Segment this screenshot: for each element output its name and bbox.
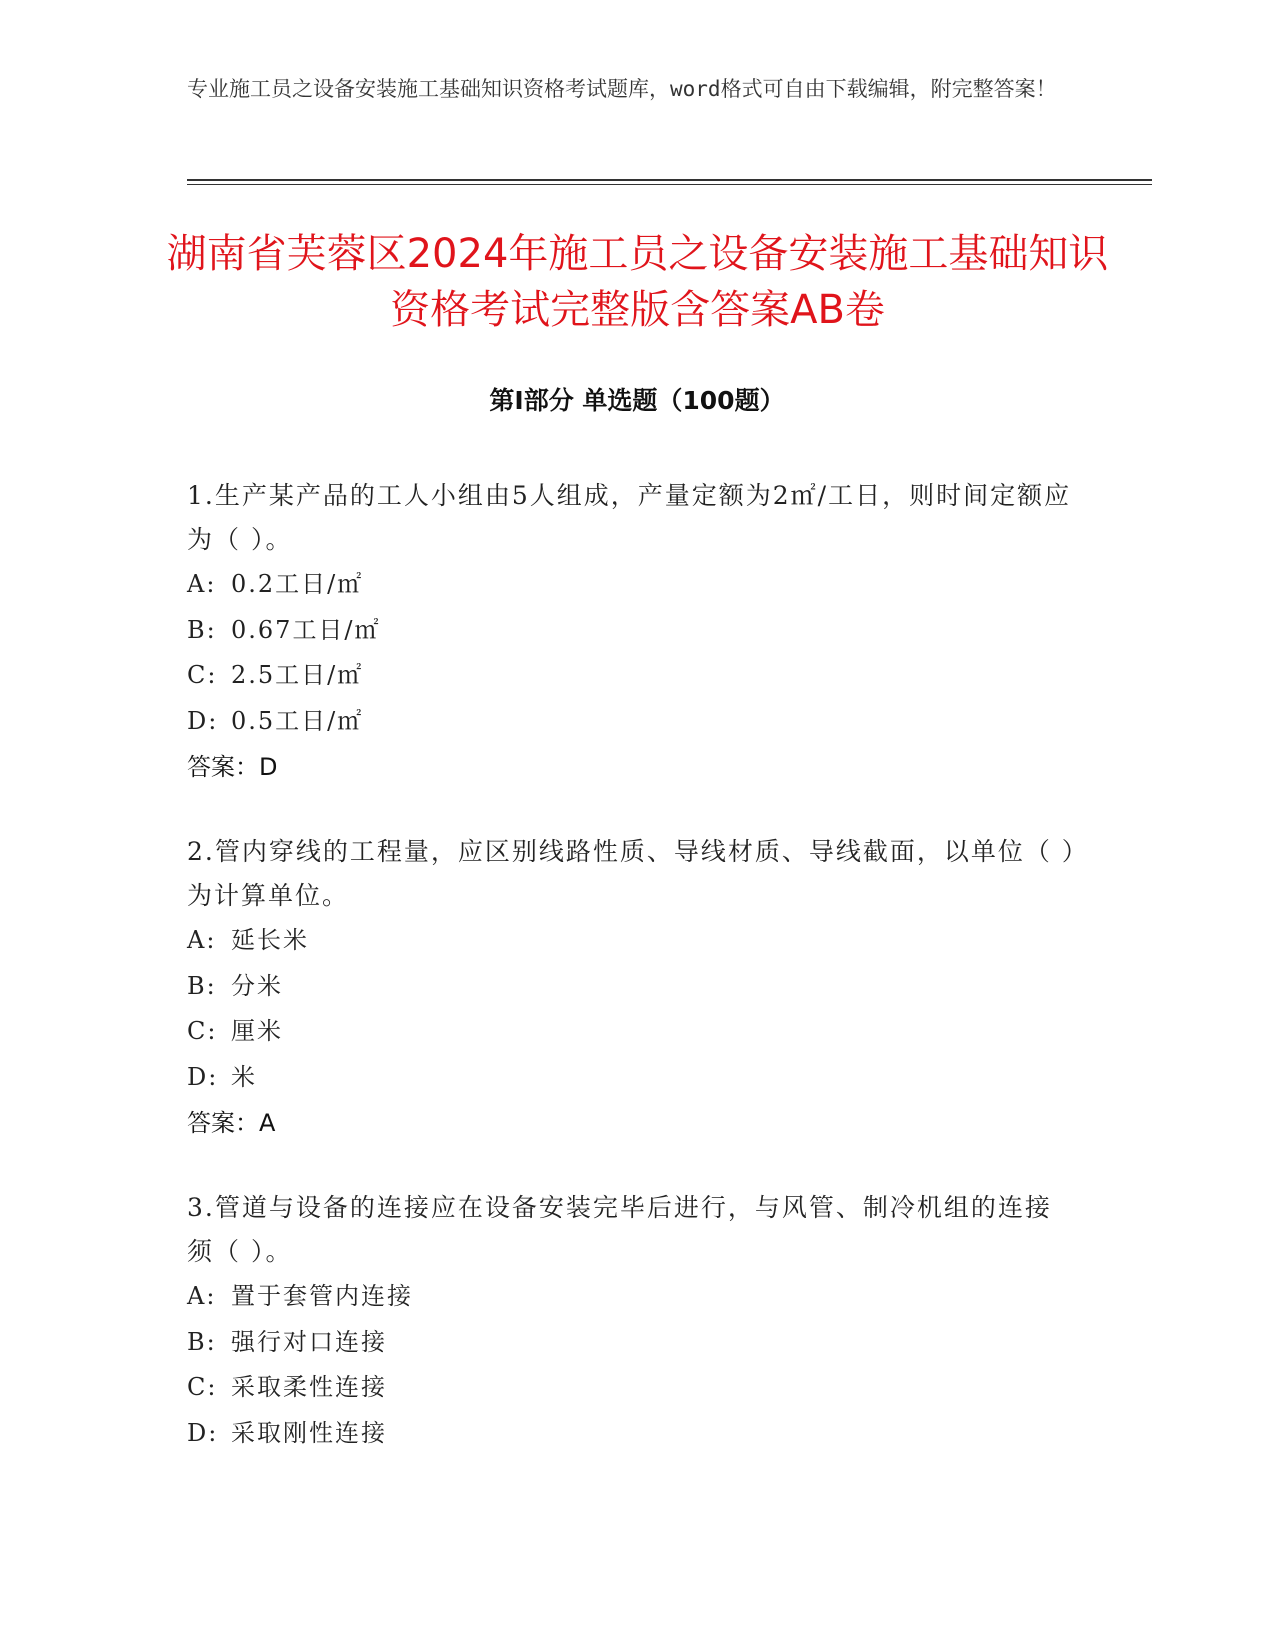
answer: 答案：A bbox=[187, 1109, 276, 1137]
header-divider-thick bbox=[187, 179, 1152, 181]
option-letter: C: bbox=[187, 661, 218, 689]
option-text: 米 bbox=[231, 1062, 257, 1091]
option-b bbox=[187, 608, 1077, 654]
option-a bbox=[187, 562, 1077, 608]
option-b bbox=[187, 1320, 1077, 1366]
option-letter: C: bbox=[187, 1373, 218, 1401]
option-d bbox=[187, 1411, 1077, 1457]
option-letter: A: bbox=[187, 926, 217, 954]
option-text: 延长米 bbox=[231, 926, 309, 954]
header-divider-thin bbox=[187, 184, 1152, 185]
question-stem: 1.生产某产品的工人小组由5人组成，产量定额为2㎡/工日，则时间定额应为（ ）。 bbox=[187, 481, 1072, 554]
option-letter: D: bbox=[187, 1418, 219, 1447]
option-text: 0.67工日/㎡ bbox=[231, 615, 381, 644]
option-letter: B: bbox=[187, 1327, 217, 1356]
option-c bbox=[187, 653, 1077, 699]
option-text: 强行对口连接 bbox=[231, 1327, 387, 1356]
answer: 答案：D bbox=[187, 753, 278, 781]
option-text: 采取刚性连接 bbox=[231, 1418, 387, 1447]
question-stem: 2.管内穿线的工程量，应区别线路性质、导线材质、导线截面，以单位（ ）为计算单位。 bbox=[187, 837, 1077, 910]
option-text: 分米 bbox=[231, 971, 283, 1000]
option-letter: B: bbox=[187, 615, 217, 644]
option-text: 2.5工日/㎡ bbox=[231, 661, 364, 689]
option-letter: A: bbox=[187, 570, 217, 598]
option-text: 厘米 bbox=[231, 1017, 283, 1045]
option-letter: A: bbox=[187, 1282, 217, 1310]
document-title: 湖南省芙蓉区2024年施工员之设备安装施工基础知识资格考试完整版含答案AB卷 bbox=[166, 231, 1109, 333]
option-c bbox=[187, 1009, 1077, 1055]
option-text: 置于套管内连接 bbox=[231, 1282, 413, 1310]
option-letter: D: bbox=[187, 1062, 219, 1091]
option-text: 0.2工日/㎡ bbox=[231, 570, 364, 598]
question-3 bbox=[187, 1186, 1077, 1456]
option-d bbox=[187, 699, 1077, 745]
option-letter: C: bbox=[187, 1017, 218, 1045]
section-title: 第I部分 单选题（100题） bbox=[489, 386, 785, 415]
option-c bbox=[187, 1365, 1077, 1411]
question-1 bbox=[187, 474, 1077, 790]
option-a bbox=[187, 1274, 1077, 1320]
question-stem: 3.管道与设备的连接应在设备安装完毕后进行，与风管、制冷机组的连接须（ ）。 bbox=[187, 1193, 1052, 1266]
header-note: 专业施工员之设备安装施工基础知识资格考试题库，word格式可自由下载编辑，附完整答案！ bbox=[187, 77, 1057, 101]
option-text: 0.5工日/㎡ bbox=[231, 706, 364, 735]
option-text: 采取柔性连接 bbox=[231, 1373, 387, 1401]
option-d bbox=[187, 1055, 1077, 1101]
question-list bbox=[187, 474, 1077, 1496]
option-b bbox=[187, 964, 1077, 1010]
option-letter: B: bbox=[187, 971, 217, 1000]
option-a bbox=[187, 918, 1077, 964]
option-letter: D: bbox=[187, 706, 219, 735]
question-2 bbox=[187, 830, 1077, 1146]
